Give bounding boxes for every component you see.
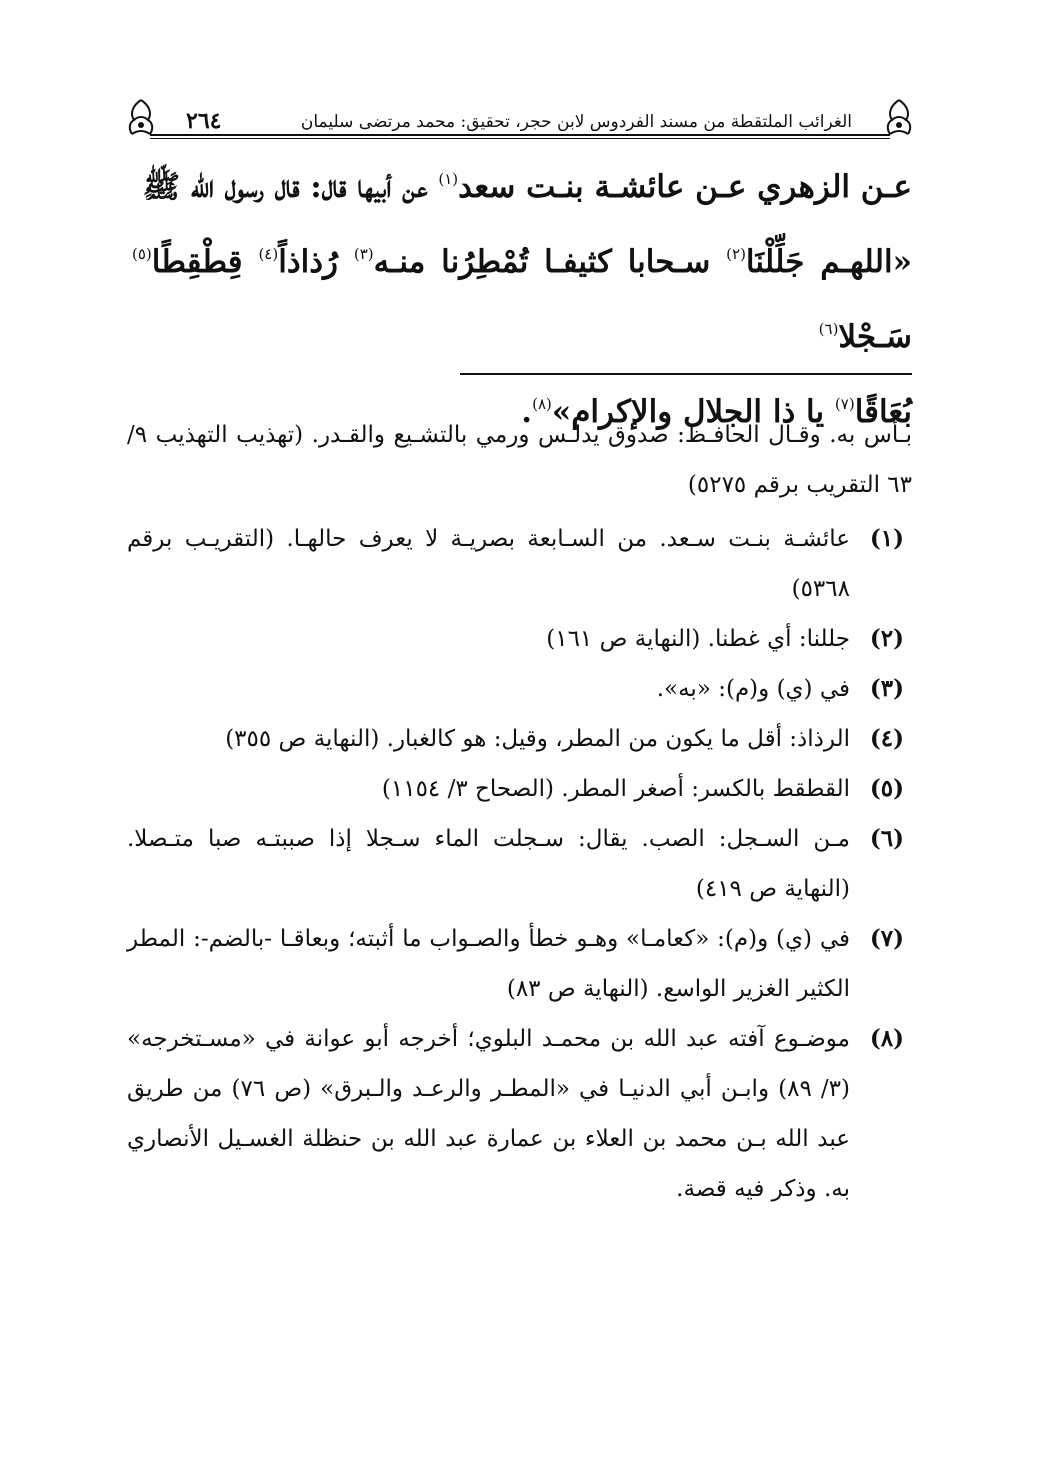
page-number: ٢٦٤ bbox=[186, 108, 222, 134]
page-header bbox=[128, 96, 912, 136]
footnote-ref: (٥) bbox=[132, 245, 152, 263]
footnote-ref: (١) bbox=[438, 170, 459, 188]
hadith-text bbox=[132, 150, 912, 450]
text-span: يا ذا الجلال والإكرام» bbox=[551, 394, 835, 430]
text-span: قِطْقِطًا bbox=[151, 244, 259, 280]
footnote-item bbox=[127, 664, 912, 714]
text-span: عن أبيها قال: قال رسول الله ﷺ bbox=[142, 169, 439, 205]
text-span: «اللهـم جَلِّلْنَا bbox=[745, 244, 912, 280]
footnote-ref: (٦) bbox=[818, 320, 839, 338]
footnote-text: القطقط بالكسر: أصغر المطر. (الصحاح ٣/ ١١٥٤) bbox=[381, 776, 850, 802]
footnote-item bbox=[127, 814, 912, 914]
footnote-number: (٣) bbox=[869, 675, 904, 702]
text-span: . bbox=[521, 394, 533, 430]
footnotes bbox=[127, 410, 912, 1214]
footnote-divider bbox=[460, 373, 912, 375]
text-span: عـن الزهري عـن عائشـة بنـت سعد bbox=[458, 169, 912, 205]
hadith-line bbox=[132, 150, 912, 225]
footnote-item bbox=[127, 614, 912, 664]
footnote-text: موضـوع آفته عبد الله بن محمـد البلوي؛ أخرجه أبو عوانة في «مسـتخرجه» (٣/ ٨٩) وابـن أبي الدنيـا في «المطـر والرعـد والـبرق» (ص ٧٦) من طريق عبد الله بـن محمد بن العلاء بن عمارة عبد الله بن حنظلة الغسـيل الأنصاري به. وذكر فيه قصة. bbox=[127, 1026, 850, 1202]
footnote-item bbox=[127, 714, 912, 764]
footnote-item bbox=[127, 514, 912, 614]
header-rule-thin bbox=[150, 138, 890, 139]
footnote-text: الرذاذ: أقل ما يكون من المطر، وقيل: هو كالغبار. (النهاية ص ٣٥٥) bbox=[225, 726, 850, 752]
footnote-ref: (٤) bbox=[258, 245, 279, 263]
text-span: سَـجْلا bbox=[838, 319, 912, 355]
footnote-text: في (ي) و(م): «به». bbox=[656, 676, 850, 702]
text-span: سـحابا كثيفـا تُمْطِرُنا منـه bbox=[373, 244, 727, 280]
footnote-number: (٤) bbox=[869, 725, 904, 752]
running-title: الغرائب الملتقطة من مسند الفردوس لابن حجر، تحقيق: محمد مرتضى سليمان bbox=[300, 112, 852, 132]
footnote-number: (٦) bbox=[869, 825, 904, 852]
footnote-number: (٢) bbox=[869, 625, 904, 652]
footnote-text: مـن السـجل: الصب. يقال: سـجلت الماء سـجلا إذا صببتـه صبا متـصلا. (النهاية ص ٤١٩) bbox=[127, 826, 850, 902]
footnote-item bbox=[127, 764, 912, 814]
footnote-continuation: بـأس به. وقـال الحافـظ: صدوق يدلـس ورمي بالتشـيع والقـدر. (تهذيب التهذيب ٩/ ٦٣ التقريب برقم ٥٢٧٥) bbox=[127, 422, 912, 498]
footnote-ref: (٧) bbox=[834, 395, 855, 413]
ornament-icon bbox=[122, 96, 160, 138]
footnote-number: (٧) bbox=[869, 925, 904, 952]
footnote-number: (٨) bbox=[869, 1025, 904, 1052]
footnote-text: جللنا: أي غطنا. (النهاية ص ١٦١) bbox=[546, 626, 850, 652]
ornament-icon bbox=[880, 96, 918, 138]
text-span: رُذاذاً bbox=[278, 244, 354, 280]
footnote-ref: (٣) bbox=[353, 245, 374, 263]
header-rule bbox=[150, 134, 890, 136]
footnote-text: عائشـة بنـت سـعد. من السـابعة بصريـة لا يعرف حالهـا. (التقريـب برقم ٥٣٦٨) bbox=[127, 526, 850, 602]
footnote-item bbox=[127, 914, 912, 1014]
footnote-number: (٥) bbox=[869, 775, 904, 802]
hadith-line bbox=[132, 225, 912, 375]
footnote-number: (١) bbox=[869, 525, 904, 552]
footnote-ref: (٢) bbox=[726, 245, 746, 263]
text-span: بُعَاقًا bbox=[854, 394, 912, 430]
footnote-item bbox=[127, 1014, 912, 1214]
footnote-text: في (ي) و(م): «كعامـا» وهـو خطأ والصـواب ما أثبته؛ وبعاقـا -بالضم-: المطر الكثير الغزير الواسع. (النهاية ص ٨٣) bbox=[127, 926, 850, 1002]
footnote-ref: (٨) bbox=[532, 395, 552, 413]
